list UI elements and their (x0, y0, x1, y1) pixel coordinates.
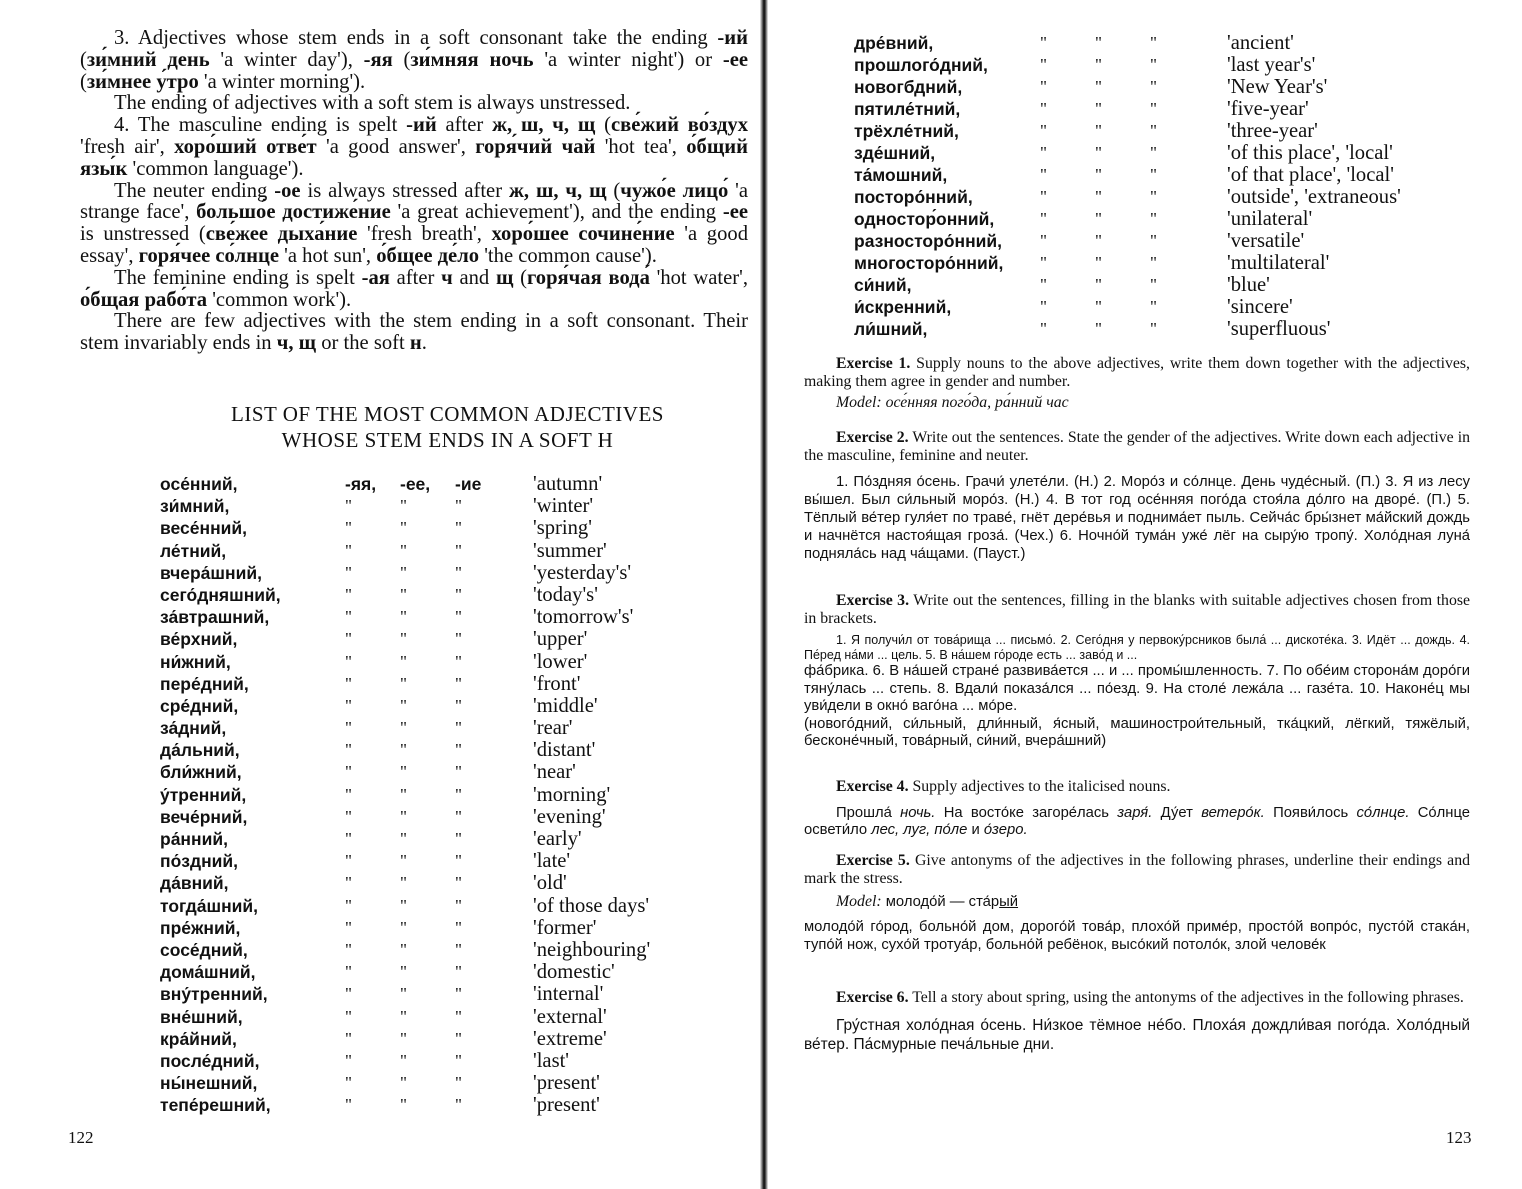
list-heading-line-1: LIST OF THE MOST COMMON ADJECTIVES (231, 402, 664, 426)
adjective-row (854, 143, 1457, 165)
ditto-mark: " (400, 718, 407, 738)
adjective-word: зи́мний, (160, 496, 230, 517)
adjective-translation: 'tomorrow's' (533, 606, 634, 629)
ditto-mark: " (1095, 165, 1102, 184)
ditto-mark: " (1040, 121, 1047, 140)
adjective-word: дома́шний, (160, 962, 256, 983)
ditto-mark: " (455, 673, 462, 693)
ditto-mark: " (1095, 275, 1102, 294)
list-heading (160, 401, 735, 453)
ditto-mark: " (455, 1006, 462, 1026)
adjective-word: и́скренний, (854, 297, 952, 317)
adjective-word: сре́дний, (160, 695, 239, 716)
adjective-row (854, 275, 1457, 297)
ditto-mark: " (455, 806, 462, 826)
adjective-translation: 'New Year's' (1227, 76, 1328, 98)
page-number: 122 (68, 1128, 94, 1147)
adjective-translation: 'superfluous' (1227, 318, 1331, 340)
ditto-mark: " (1095, 121, 1102, 140)
ditto-mark: " (1095, 143, 1102, 162)
exercise-5 (804, 852, 1470, 954)
adjective-row (160, 1051, 743, 1073)
ditto-mark: " (400, 984, 407, 1004)
exercise-word-bank: (новогóдний, си́льный, дли́нный, я́сный, машинострои́тельный, тка́цкий, лёгкий, тяжёлый, бесконе́чный, това́рный, си́ний, вчера́шний) (804, 715, 1470, 749)
adjective-translation: 'old' (533, 872, 567, 895)
exercise-model: Model: молодо́й — ста́рый (836, 893, 1019, 910)
exercise-instructions: Give antonyms of the adjectives in the following phrases, underline their endings and mark the stress. (804, 852, 1470, 887)
adjective-list-table-continued (854, 33, 1457, 341)
ending-plural: -ие (455, 474, 482, 494)
ditto-mark: " (1150, 319, 1157, 338)
adjective-translation: 'spring' (533, 517, 592, 540)
ditto-mark: " (345, 984, 352, 1004)
ditto-mark: " (400, 1095, 407, 1115)
ditto-mark: " (400, 873, 407, 893)
adjective-translation: 'winter' (533, 495, 594, 518)
ditto-mark: " (345, 651, 352, 671)
ditto-mark: " (1150, 121, 1157, 140)
ditto-mark: " (345, 895, 352, 915)
adjective-translation: 'early' (533, 828, 582, 850)
adjective-row (160, 918, 743, 940)
ditto-mark: " (455, 607, 462, 627)
exercise-text: 1. По́здняя о́сень. Грачи́ улете́ли. (Н.) 2. Моро́з и со́лнце. День чуде́сный. (П.) 3. Я из лесу вы́шел. Был си́льный моро́з. (Н.) 4. В тот год осе́нняя пого́да стоя́ла до́лго на дворе́. (П.) 5. Тёплый ве́тер гуля́ет по траве́, гнёт дере́вья и поднима́ет пыль. Сейча́с бры́знет ма́йский дождь и начнётся настоя́щая гроза́. (Чех.) 6. Ночно́й тума́н уже́ лёг на сыру́ю тропу́. Холо́дная луна́ подняла́сь над ча́щами. (Пауст.) (804, 474, 1470, 562)
adjective-row (160, 829, 743, 851)
adjective-word: вну́тренний, (160, 984, 268, 1005)
ditto-mark: " (400, 1006, 407, 1026)
adjective-word: пре́жний, (160, 917, 241, 938)
adjective-word: многосторо́нний, (854, 253, 1004, 273)
adjective-word: тогда́шний, (160, 895, 259, 916)
adjective-word: вне́шний, (160, 1006, 243, 1027)
adjective-translation: 'outside', 'extraneous' (1227, 186, 1401, 208)
ditto-mark: " (455, 651, 462, 671)
exercise-4 (804, 778, 1470, 840)
ditto-mark: " (1150, 253, 1157, 272)
ditto-mark: " (400, 695, 407, 715)
adjective-translation: 'neighbouring' (533, 938, 651, 961)
ditto-mark: " (400, 917, 407, 937)
adjective-translation: 'of this place', 'local' (1227, 142, 1393, 164)
ditto-mark: " (1095, 297, 1102, 316)
ditto-mark: " (1040, 275, 1047, 294)
adjective-word: за́втрашний, (160, 607, 270, 628)
ditto-mark: " (455, 629, 462, 649)
right-page (768, 0, 1522, 1189)
ditto-mark: " (345, 629, 352, 649)
ditto-mark: " (345, 740, 352, 760)
ditto-mark: " (345, 695, 352, 715)
adjective-row (160, 718, 743, 740)
adjective-translation: 'rear' (533, 717, 573, 740)
adjective-translation: 'unilateral' (1227, 208, 1313, 230)
adjective-word: весе́нний, (160, 518, 248, 539)
adjective-row (160, 896, 743, 918)
ditto-mark: " (400, 518, 407, 538)
adjective-row (854, 209, 1457, 231)
ditto-mark: " (1040, 297, 1047, 316)
ditto-mark: " (400, 562, 407, 582)
ditto-mark: " (1040, 209, 1047, 228)
ditto-mark: " (1095, 231, 1102, 250)
adjective-row (854, 165, 1457, 187)
ditto-mark: " (400, 806, 407, 826)
ending-neut: -ее, (400, 474, 431, 494)
ditto-mark: " (455, 496, 462, 516)
ditto-mark: " (1040, 55, 1047, 74)
exercise-3 (804, 592, 1470, 751)
adjective-word: ны́нешний, (160, 1073, 258, 1094)
ditto-mark: " (345, 518, 352, 538)
ditto-mark: " (455, 939, 462, 959)
ditto-mark: " (400, 629, 407, 649)
adjective-word: новогбдний, (854, 77, 963, 97)
ditto-mark: " (1040, 99, 1047, 118)
ditto-mark: " (400, 939, 407, 959)
adjective-row (854, 33, 1457, 55)
ditto-mark: " (1150, 55, 1157, 74)
adjective-word: трёхле́тний, (854, 121, 959, 141)
ditto-mark: " (345, 673, 352, 693)
ditto-mark: " (1095, 319, 1102, 338)
ditto-mark: " (1095, 33, 1102, 52)
adjective-row (160, 962, 743, 984)
adjective-row (160, 607, 743, 629)
ditto-mark: " (455, 518, 462, 538)
adjective-translation: 'last year's' (1227, 54, 1316, 76)
adjective-translation: 'of that place', 'local' (1227, 164, 1394, 186)
adjective-word: бли́жний, (160, 762, 242, 783)
ditto-mark: " (455, 1073, 462, 1093)
ditto-mark: " (1150, 143, 1157, 162)
adjective-word: ра́нний, (160, 829, 228, 849)
adjective-translation: 'front' (533, 672, 581, 695)
ditto-mark: " (345, 1050, 352, 1070)
ditto-mark: " (1150, 187, 1157, 206)
adjective-word: после́дний, (160, 1050, 260, 1071)
adjective-translation: 'distant' (533, 739, 596, 762)
adjective-translation: 'today's' (533, 583, 598, 606)
exercise-label: Exercise 3. (836, 592, 910, 609)
adjective-word: ле́тний, (160, 540, 227, 561)
ditto-mark: " (455, 962, 462, 982)
adjective-word: кра́йний, (160, 1028, 237, 1049)
ditto-mark: " (1040, 77, 1047, 96)
adjective-translation: 'morning' (533, 783, 611, 806)
book-spine (760, 0, 768, 1189)
ditto-mark: " (1095, 253, 1102, 272)
adjective-translation: 'domestic' (533, 961, 615, 984)
ditto-mark: " (1150, 231, 1157, 250)
ditto-mark: " (345, 784, 352, 804)
ditto-mark: " (400, 1028, 407, 1048)
ditto-mark: " (1040, 187, 1047, 206)
adjective-row (160, 1095, 743, 1117)
ditto-mark: " (1095, 77, 1102, 96)
adjective-translation: 'middle' (533, 694, 598, 717)
list-heading-line-2: WHOSE STEM ENDS IN A SOFT Н (281, 428, 614, 452)
adjective-word: дре́вний, (854, 33, 934, 53)
paragraph-rule-3: 3. Adjectives whose stem ends in a soft consonant take the ending -ий (зи́мний день 'a winter day'), -яя (зи́мняя ночь 'a winter night') or -ее (зи́мнее у́тро 'a winter morning'). The ending of adjectives with a soft stem is always unstressed. 4. The masculine ending is spelt -ий after ж, ш, ч, щ (све́жий во́здух 'fresh air', хоро́ший отве́т 'a good answer', горя́чий чай 'hot tea', о́бщий язы́к 'common language'). The neuter ending -ое is always stressed after ж, ш, ч, щ (чужо́е лицо́ 'a strange face', большо́е достиже́ние 'a great achievement'), and the ending -ее is unstressed (све́жее дыха́ние 'fresh breath', хоро́шее сочине́ние 'a good essay', горя́чее со́лнце 'a hot sun', о́бщее де́ло 'the common cause'). The feminine ending is spelt -ая after ч and щ (горя́чая вода́ 'hot water', о́бщая рабо́та 'common work'). There are few adjectives with the stem ending in a soft consonant. Their stem invariably ends in ч, щ or the soft н. (80, 27, 749, 355)
ditto-mark: " (455, 718, 462, 738)
ditto-mark: " (400, 962, 407, 982)
adjective-word: да́вний, (160, 873, 229, 894)
ditto-mark: " (455, 1028, 462, 1048)
ditto-mark: " (400, 1050, 407, 1070)
adjective-row (160, 1073, 743, 1095)
adjective-translation: 'summer' (533, 539, 607, 562)
ditto-mark: " (1040, 231, 1047, 250)
adjective-translation: 'yesterday's' (533, 561, 632, 584)
ditto-mark: " (400, 895, 407, 915)
ditto-mark: " (345, 806, 352, 826)
ditto-mark: " (1095, 55, 1102, 74)
ditto-mark: " (455, 740, 462, 760)
ditto-mark: " (345, 1073, 352, 1093)
exercise-text: Гру́стная холо́дная о́сень. Ни́зкое тёмное не́бо. Плоха́я дождли́вая пого́да. Холо́дный ве́тер. Па́смурные печа́льные дни. (804, 1016, 1470, 1053)
ditto-mark: " (455, 917, 462, 937)
exercise-1 (804, 355, 1470, 412)
adjective-row (854, 187, 1457, 209)
adjective-row (160, 652, 743, 674)
adjective-row (160, 873, 743, 895)
adjective-translation: 'three-year' (1227, 120, 1318, 142)
exercise-label: Exercise 5. (836, 852, 910, 869)
ditto-mark: " (400, 673, 407, 693)
adjective-translation: 'lower' (533, 650, 588, 673)
adjective-row (854, 55, 1457, 77)
ditto-mark: " (345, 540, 352, 560)
exercise-text: молодо́й го́род, больно́й дом, дорого́й това́р, плохо́й приме́р, просто́й вопро́с, пусто́й стака́н, тупо́й нож, сухо́й тротуа́р, больно́й ребёнок, высо́кий потоло́к, злой челове́к (804, 918, 1470, 953)
adjective-word: разносторо́нний, (854, 231, 1003, 251)
adjective-word: да́льний, (160, 740, 240, 761)
ditto-mark: " (1150, 209, 1157, 228)
ditto-mark: " (345, 851, 352, 871)
adjective-row (854, 319, 1457, 341)
ditto-mark: " (1150, 77, 1157, 96)
ditto-mark: " (1040, 319, 1047, 338)
adjective-translation: 'blue' (1227, 274, 1270, 296)
ditto-mark: " (345, 917, 352, 937)
adjective-row (160, 629, 743, 651)
exercise-6 (804, 989, 1470, 1054)
ditto-mark: " (345, 962, 352, 982)
ditto-mark: " (400, 762, 407, 782)
ditto-mark: " (455, 562, 462, 582)
adjective-word: за́дний, (160, 718, 227, 739)
adjective-word: та́мошний, (854, 165, 948, 185)
ditto-mark: " (455, 851, 462, 871)
exercise-instructions: Tell a story about spring, using the antonyms of the adjectives in the following phrases. (912, 989, 1464, 1006)
adjective-row (160, 496, 743, 518)
adjective-row-header (160, 474, 743, 496)
adjective-translation: 'last' (533, 1049, 570, 1072)
ditto-mark: " (400, 851, 407, 871)
adjective-row (854, 297, 1457, 319)
exercise-model: Model: осе́нняя пого́да, ра́нний час (836, 394, 1069, 411)
adjective-translation: 'internal' (533, 983, 604, 1006)
adjective-translation: 'versatile' (1227, 230, 1305, 252)
adjective-translation: 'late' (533, 850, 571, 873)
exercise-label: Exercise 2. (836, 429, 909, 446)
ditto-mark: " (1095, 209, 1102, 228)
adjective-row (160, 762, 743, 784)
adjective-row (854, 77, 1457, 99)
exercise-instructions: Supply nouns to the above adjectives, write them down together with the adjectives, making them agree in gender and number. (804, 355, 1470, 390)
ditto-mark: " (455, 762, 462, 782)
adjective-translation: 'former' (533, 916, 597, 939)
adjective-word: сосе́дний, (160, 939, 248, 960)
ditto-mark: " (345, 607, 352, 627)
ditto-mark: " (455, 1050, 462, 1070)
ditto-mark: " (1150, 33, 1157, 52)
ending-fem: -яя, (345, 474, 377, 494)
ditto-mark: " (345, 873, 352, 893)
exercise-instructions: Write out the sentences. State the gender of the adjectives. Write down each adjective in the masculine, feminine and neuter. (804, 429, 1470, 464)
ditto-mark: " (400, 496, 407, 516)
adjective-translation: 'present' (533, 1072, 600, 1095)
ditto-mark: " (345, 584, 352, 604)
ditto-mark: " (455, 540, 462, 560)
exercise-instructions: Write out the sentences, filling in the blanks with suitable adjectives chosen from those in brackets. (804, 592, 1470, 627)
ditto-mark: " (455, 695, 462, 715)
adjective-word: ве́рхний, (160, 629, 238, 650)
adjective-word: вече́рний, (160, 806, 248, 827)
adjective-row (160, 785, 743, 807)
adjective-translation: 'evening' (533, 805, 606, 828)
adjective-word: зде́шний, (854, 143, 936, 163)
exercise-label: Exercise 6. (836, 989, 909, 1006)
adjective-translation: 'present' (533, 1094, 600, 1117)
adjective-translation: 'ancient' (1227, 32, 1294, 54)
adjective-row (854, 231, 1457, 253)
adjective-row (160, 674, 743, 696)
adjective-word: одностор́онний, (854, 209, 995, 229)
ditto-mark: " (400, 584, 407, 604)
ditto-mark: " (400, 540, 407, 560)
adjective-translation: 'multilateral' (1227, 252, 1330, 274)
ditto-mark: " (455, 873, 462, 893)
adjective-row (160, 696, 743, 718)
exercise-2 (804, 429, 1470, 563)
adjective-row (160, 851, 743, 873)
adjective-row (854, 253, 1457, 275)
ditto-mark: " (1040, 143, 1047, 162)
ditto-mark: " (1040, 165, 1047, 184)
adjective-translation: 'five-year' (1227, 98, 1309, 120)
ditto-mark: " (455, 1095, 462, 1115)
adjective-translation: 'extreme' (533, 1027, 607, 1050)
ditto-mark: " (345, 1006, 352, 1026)
adjective-translation: 'external' (533, 1005, 607, 1028)
ditto-mark: " (400, 829, 407, 848)
ditto-mark: " (1150, 297, 1157, 316)
ditto-mark: " (455, 984, 462, 1004)
adjective-row (160, 807, 743, 829)
adjective-word: у́тренний, (160, 784, 247, 805)
adjective-word: сего́дняшний, (160, 584, 281, 605)
adjective-word: тепе́решний, (160, 1095, 271, 1116)
adjective-row (160, 585, 743, 607)
adjective-row (160, 1029, 743, 1051)
adjective-word: осе́нний, (160, 474, 238, 494)
ditto-mark: " (345, 1028, 352, 1048)
ditto-mark: " (455, 784, 462, 804)
adjective-row (160, 740, 743, 762)
adjective-row (160, 984, 743, 1006)
adjective-row (854, 99, 1457, 121)
adjective-row (160, 563, 743, 585)
adjective-word: ни́жний, (160, 651, 231, 672)
adjective-word: ли́шний, (854, 319, 928, 339)
ditto-mark: " (345, 496, 352, 516)
ditto-mark: " (1040, 33, 1047, 52)
adjective-translation: 'upper' (533, 628, 588, 651)
adjective-word: си́ний, (854, 275, 912, 295)
ditto-mark: " (400, 784, 407, 804)
left-page (0, 0, 760, 1189)
adjective-row (160, 518, 743, 540)
ditto-mark: " (1150, 165, 1157, 184)
adjective-list-table (160, 474, 743, 1117)
ditto-mark: " (400, 651, 407, 671)
exercise-label: Exercise 4. (836, 778, 909, 795)
exercise-text: фа́брика. 6. В на́шей стране́ развива́ется ... и ... промы́шленность. 7. По обе́им сторона́м доро́ги тяну́лась ... степь. 8. Вдали́ показа́лся ... по́езд. 9. На столе́ лежа́ла ... газе́та. 10. Наконе́ц мы уви́дели в окно́ ваго́на ... мо́ре. (804, 663, 1470, 714)
adjective-word: по́здний, (160, 851, 239, 872)
ditto-mark: " (1095, 99, 1102, 118)
ditto-mark: " (345, 939, 352, 959)
adjective-row (160, 1007, 743, 1029)
ditto-mark: " (345, 762, 352, 782)
ditto-mark: " (455, 895, 462, 915)
adjective-row (160, 541, 743, 563)
exercise-text: Прошла́ ночь. На восто́ке загоре́лась заря́. Ду́ет ветеро́к. Появи́лось со́лнце. Со́лнце освети́ло лес, луг, по́ле и о́зеро. (804, 804, 1470, 838)
adjective-word: пере́дний, (160, 673, 249, 694)
ditto-mark: " (400, 1073, 407, 1093)
ditto-mark: " (1095, 187, 1102, 206)
adjective-translation: 'autumn' (533, 473, 603, 495)
adjective-translation: 'near' (533, 761, 576, 784)
ditto-mark: " (1150, 275, 1157, 294)
ditto-mark: " (455, 829, 462, 848)
adjective-translation: 'sincere' (1227, 296, 1293, 318)
exercise-label: Exercise 1. (836, 355, 911, 372)
ditto-mark: " (1150, 99, 1157, 118)
adjective-word: вчера́шний, (160, 562, 262, 583)
ditto-mark: " (345, 562, 352, 582)
page-number: 123 (1446, 1128, 1472, 1147)
adjective-row (160, 940, 743, 962)
ditto-mark: " (400, 607, 407, 627)
exercise-text-small: 1. Я получи́л от това́рища ... письмо́. 2. Сего́дня у первоку́рсников была́ ... дискоте́ка. 3. Идёт ... дождь. 4. Пе́ред на́ми ... цель. 5. В на́шем го́роде есть ... заво́д и ... (804, 633, 1470, 662)
ditto-mark: " (345, 718, 352, 738)
ditto-mark: " (345, 1095, 352, 1115)
exercise-instructions: Supply adjectives to the italicised nouns. (912, 778, 1171, 795)
ditto-mark: " (1040, 253, 1047, 272)
adjective-word: прошлого́дний, (854, 55, 988, 75)
adjective-word: пятиле́тний, (854, 99, 961, 119)
ditto-mark: " (345, 829, 352, 848)
adjective-row (854, 121, 1457, 143)
ditto-mark: " (455, 584, 462, 604)
adjective-word: посторо́нний, (854, 187, 973, 207)
adjective-translation: 'of those days' (533, 894, 650, 917)
ditto-mark: " (400, 740, 407, 760)
